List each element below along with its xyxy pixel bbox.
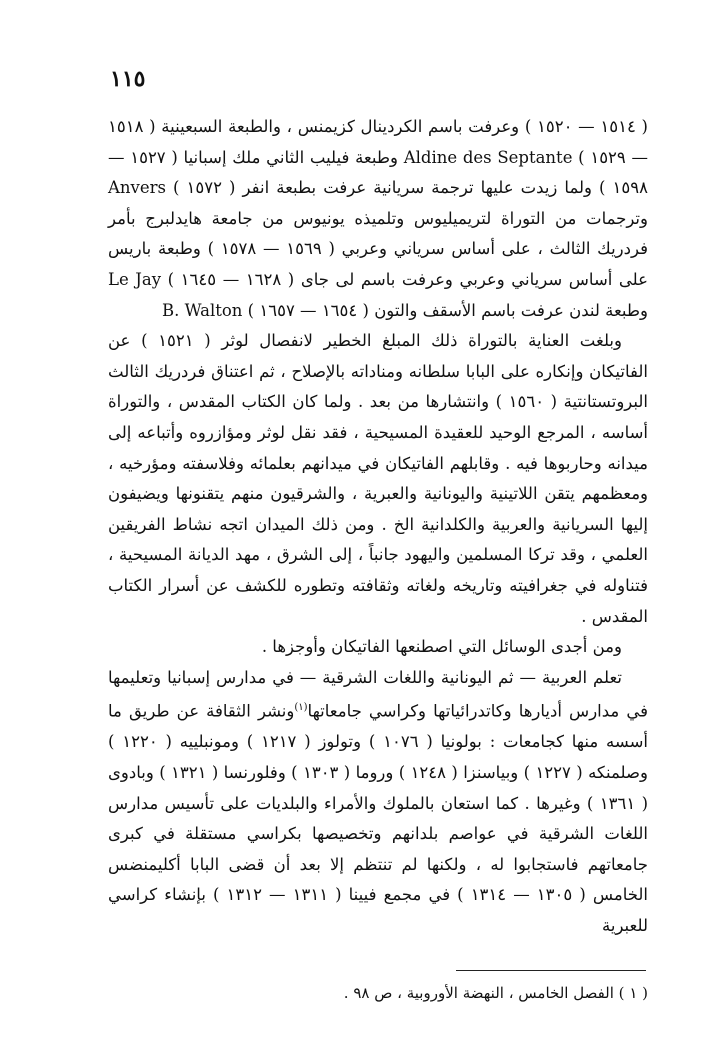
footnote: ( ١ ) الفصل الخامس ، النهضة الأوروبية ، ص ٩٨ .: [343, 984, 648, 1002]
body-text: [108, 112, 648, 942]
paragraph-text-part-2: ونشر الثقافة عن طريق ما أسسه منها كجامعات : بولونيا ( ١٠٧٦ ) وتولوز ( ١٢١٧ ) ومونبلييه ( ١٢٢٠ ) وصلمنكه ( ١٢٢٧ ) وبياسنزا ( ١٢٤٨ ) وروما ( ١٣٠٣ ) وفلورنسا ( ١٣٢١ ) وبادوى ( ١٣٦١ ) وغيرها . كما استعان بالملوك والأمراء والبلديات على تأسيس مدارس اللغات الشرقية في عواصم بلدانهم وتخصيصها بكراسي مستقلة في كبرى جامعاتهم فاستجابوا له ، ولكنها لم تنتظم إلا بعد أن قضى البابا أكليمنضس الخامس ( ١٣٠٥ — ١٣١٤ ) في مجمع فيينا ( ١٣١١ — ١٣١٢ ) بإنشاء كراسي للعبرية: [108, 701, 649, 935]
footnote-divider: [456, 970, 646, 971]
paragraph-arabic-teaching: [108, 663, 648, 942]
page-number: ١١٥: [110, 66, 146, 92]
paragraph-editions: ( ١٥١٤ — ١٥٢٠ ) وعرفت باسم الكردينال كزيمنس ، والطبعة السبعينية ( ١٥١٨ — ١٥٢٩ ) Aldine des Septante وطبعة فيليب الثاني ملك إسبانيا ( ١٥٢٧ — ١٥٩٨ ) ولما زيدت عليها ترجمة سريانية عرفت بطبعة انفر ( ١٥٧٢ ) Anvers وترجمات من التوراة لتريميليوس وتلميذه يونيوس من جامعة هايدلبرج بأمر فردريك الثالث ، على أساس سرياني وعربي ( ١٥٦٩ — ١٥٧٨ ) وطبعة باريس على أساس سرياني وعربي وعرفت باسم لى جاى ( ١٦٢٨ — ١٦٤٥ ) Le Jay وطبعة لندن عرفت باسم الأسقف والتون ( ١٦٥٤ — ١٦٥٧ ) B. Walton: [108, 117, 648, 320]
paragraph-bible-interest: وبلغت العناية بالتوراة ذلك المبلغ الخطير لانفصال لوثر ( ١٥٢١ ) عن الفاتيكان وإنكاره على البابا سلطانه ومناداته بالإصلاح ، ثم اعتناق فردريك الثالث البروتستانتية ( ١٥٦٠ ) وانتشارها من بعد . ولما كان الكتاب المقدس ، والتوراة أساسه ، المرجع الوحيد للعقيدة المسيحية ، فقد نقل لوثر ومؤازروه وأتباعه إلى ميدانه وحاربوها فيه . وقابلهم الفاتيكان في ميدانهم بعلمائه وفلاسفته ومؤرخيه ، ومعظمهم يتقن اللاتينية واليونانية والعبرية ، والشرقيون منهم يتقنونها ويضيفون إليها السريانية والعربية والكلدانية الخ . ومن ذلك الميدان اتجه نشاط الفريقين العلمي ، وقد تركا المسلمين واليهود جانباً ، إلى الشرق ، مهد الديانة المسيحية ، فتناوله في جغرافيته وتاريخه ولغاته وثقافته وتطوره للكشف عن أسرار الكتاب المقدس .: [108, 331, 648, 626]
paragraph-text-part-1: تعلم العربية — ثم اليونانية واللغات الشرقية — في مدارس إسبانيا وتعليمها في مدارس أديارها وكاتدرائياتها وكراسي جامعاتها: [108, 667, 648, 721]
paragraph-means: ومن أجدى الوسائل التي اصطنعها الفاتيكان وأوجزها .: [261, 637, 622, 657]
footnote-reference: (١): [294, 702, 308, 714]
